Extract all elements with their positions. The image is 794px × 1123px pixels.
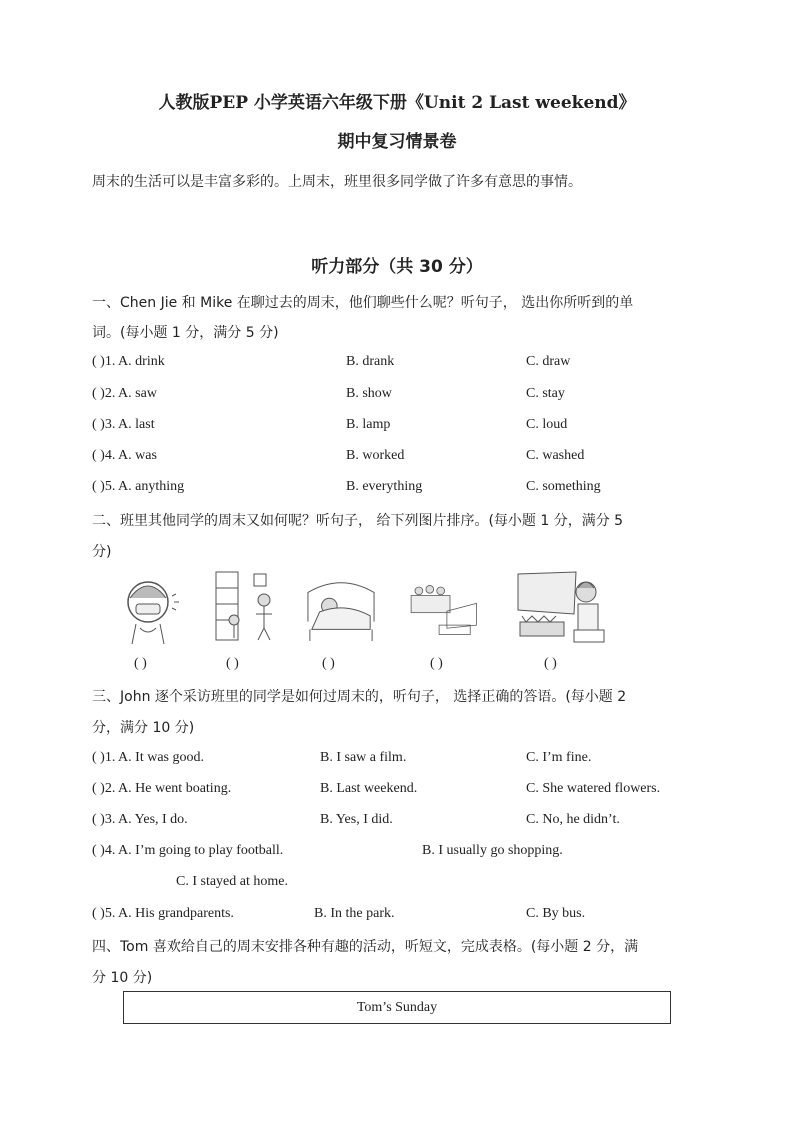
part1-q4-a[interactable]: ( )4. A. was [92,448,157,463]
part1-q3-a[interactable]: ( )3. A. last [92,417,155,432]
section-title: 听力部分（共 30 分） [311,257,483,277]
cinema-picture [516,570,610,644]
picture4-blank[interactable]: ( ) [430,656,443,671]
document-subtitle: 期中复习情景卷 [337,132,457,152]
part3-q1-a[interactable]: ( )1. A. It was good. [92,750,204,765]
picture3-blank[interactable]: ( ) [322,656,335,671]
cleaning-room-picture [214,570,284,642]
intro-text: 周末的生活可以是丰富多彩的。上周末，班里很多同学做了许多有意思的事情。 [92,174,582,190]
part3-q3-a[interactable]: ( )3. A. Yes, I do. [92,812,188,827]
part1-q3-b[interactable]: B. lamp [346,417,391,432]
part3-q4-a[interactable]: ( )4. A. I’m going to play football. [92,843,284,858]
watching-tv-picture [408,572,478,644]
part3-q2-c[interactable]: C. She watered flowers. [526,781,661,796]
part2-instruction: 二、班里其他同学的周末又如何呢？听句子， 给下列图片排序。(每小题 1 分，满分 5 [92,513,624,529]
part3-q3-b[interactable]: B. Yes, I did. [320,812,393,827]
sleeping-picture [306,572,376,644]
part1-q1-c[interactable]: C. draw [526,354,571,369]
part1-q2-a[interactable]: ( )2. A. saw [92,386,157,401]
part1-q5-b[interactable]: B. everything [346,479,423,494]
part3-q5-b[interactable]: B. In the park. [314,906,395,921]
part2-instruction-cont: 分) [92,544,112,560]
picture5-blank[interactable]: ( ) [544,656,557,671]
schedule-table [123,991,671,1024]
part3-q1-b[interactable]: B. I saw a film. [320,750,407,765]
part3-q3-c[interactable]: C. No, he didn’t. [526,812,620,827]
part3-q1-c[interactable]: C. I’m fine. [526,750,592,765]
part1-q4-b[interactable]: B. worked [346,448,405,463]
sick-girl-picture [118,572,188,644]
part3-q2-b[interactable]: B. Last weekend. [320,781,418,796]
part3-q4-c[interactable]: C. I stayed at home. [176,874,288,889]
part3-instruction: 三、John 逐个采访班里的同学是如何过周末的，听句子， 选择正确的答语。(每小题 2 [92,689,627,705]
part1-instruction: 一、Chen Jie 和 Mike 在聊过去的周末，他们聊些什么呢？听句子， 选出你所听到的单 [92,295,634,311]
part1-q5-c[interactable]: C. something [526,479,601,494]
part1-q5-a[interactable]: ( )5. A. anything [92,479,185,494]
part1-q2-c[interactable]: C. stay [526,386,565,401]
part3-q4-b[interactable]: B. I usually go shopping. [422,843,563,858]
part3-q5-c[interactable]: C. By bus. [526,906,586,921]
part1-instruction-cont: 词。(每小题 1 分，满分 5 分) [92,325,279,341]
part1-q1-a[interactable]: ( )1. A. drink [92,354,165,369]
part1-q1-b[interactable]: B. drank [346,354,395,369]
picture1-blank[interactable]: ( ) [134,656,147,671]
part1-q2-b[interactable]: B. show [346,386,392,401]
part4-instruction: 四、Tom 喜欢给自己的周末安排各种有趣的活动，听短文，完成表格。(每小题 2 分，满 [92,939,639,955]
part3-instruction-cont: 分，满分 10 分) [92,720,195,736]
part4-instruction-cont: 分 10 分) [92,970,153,986]
part3-q2-a[interactable]: ( )2. A. He went boating. [92,781,232,796]
document-title: 人教版PEP 小学英语六年级下册《Unit 2 Last weekend》 [158,93,636,113]
part3-q5-a[interactable]: ( )5. A. His grandparents. [92,906,234,921]
table-header: Tom’s Sunday [356,1000,438,1015]
part1-q3-c[interactable]: C. loud [526,417,568,432]
part1-q4-c[interactable]: C. washed [526,448,585,463]
picture2-blank[interactable]: ( ) [226,656,239,671]
